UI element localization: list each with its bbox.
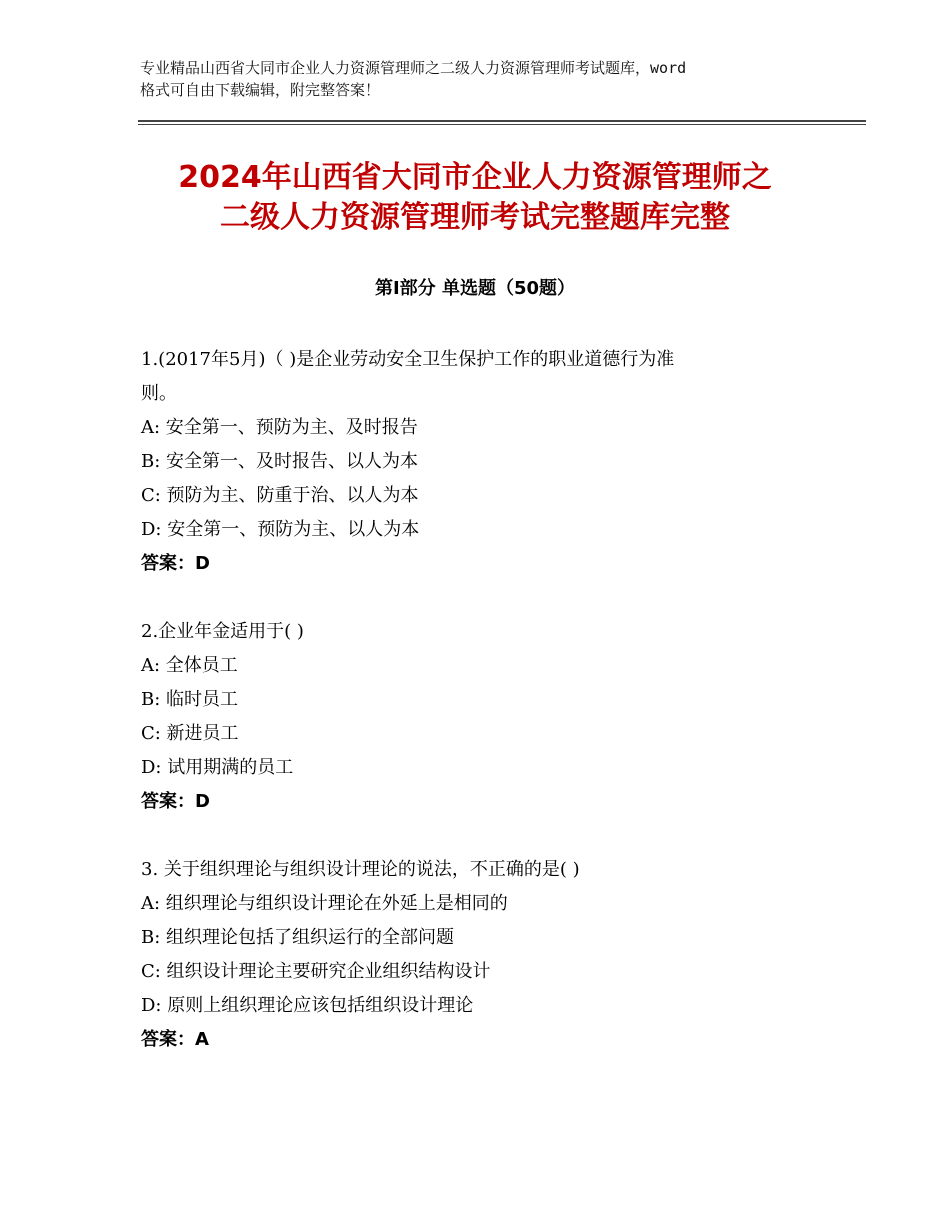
question-stem: 3. 关于组织理论与组织设计理论的说法，不正确的是( ) (141, 859, 580, 880)
option-c: C: 预防为主、防重于治、以人为本 (141, 485, 419, 506)
question-3 (141, 853, 841, 1057)
option-d: D: 原则上组织理论应该包括组织设计理论 (141, 995, 474, 1016)
question-stem-continued: 则。 (141, 383, 177, 404)
question-stem: 2.企业年金适用于( ) (141, 621, 304, 642)
question-list (141, 343, 841, 1091)
option-c: C: 新进员工 (141, 723, 239, 744)
question-stem: 1.(2017年5月)（ )是企业劳动安全卫生保护工作的职业道德行为准 (141, 349, 675, 370)
answer-line: 答案：D (141, 791, 210, 812)
option-a: A: 全体员工 (141, 655, 238, 676)
option-c: C: 组织设计理论主要研究企业组织结构设计 (141, 961, 491, 982)
option-d: D: 安全第一、预防为主、以人为本 (141, 519, 420, 540)
header-note-line1: 专业精品山西省大同市企业人力资源管理师之二级人力资源管理师考试题库，word (140, 59, 687, 77)
header-note (140, 57, 830, 101)
document-title-line2: 二级人力资源管理师考试完整题库完整 (220, 200, 730, 235)
question-1 (141, 343, 841, 581)
option-a: A: 安全第一、预防为主、及时报告 (141, 417, 418, 438)
document-title (100, 158, 850, 238)
answer-line: 答案：A (141, 1029, 209, 1050)
document-title-line1: 2024年山西省大同市企业人力资源管理师之 (178, 160, 772, 195)
option-d: D: 试用期满的员工 (141, 757, 294, 778)
option-b: B: 组织理论包括了组织运行的全部问题 (141, 927, 455, 948)
option-a: A: 组织理论与组织设计理论在外延上是相同的 (141, 893, 508, 914)
answer-line: 答案：D (141, 553, 210, 574)
header-divider-thin (138, 124, 866, 125)
option-b: B: 安全第一、及时报告、以人为本 (141, 451, 419, 472)
section-heading: 第Ⅰ部分 单选题（50题） (374, 278, 575, 299)
header-note-line2: 格式可自由下载编辑，附完整答案！ (140, 81, 381, 99)
option-b: B: 临时员工 (141, 689, 239, 710)
header-divider-thick (138, 120, 866, 122)
question-2 (141, 615, 841, 819)
